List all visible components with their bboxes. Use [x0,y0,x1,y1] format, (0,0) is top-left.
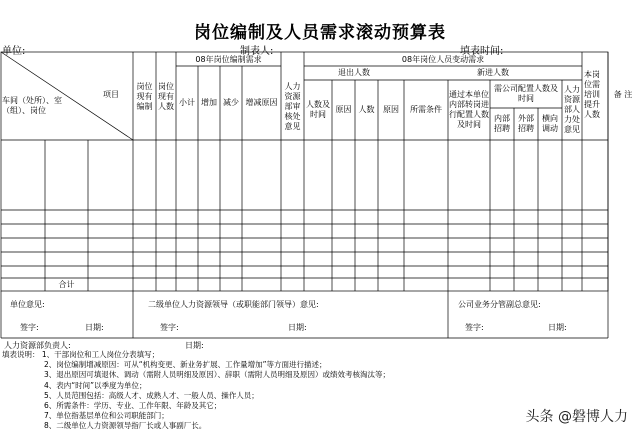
gm-date-label: 日期: [548,323,567,332]
note-line: 填表说明： 1、干部岗位和工人岗位分表填写； [2,350,160,359]
out-group-header: 退出人数 [338,68,370,77]
row-label-header: 车间（处所）、室（组）、岗位 [2,96,62,115]
hr-review-header: 人力资源部审核处意见 [284,82,301,131]
post-current-header: 岗位现有人数 [158,82,174,111]
plan-col-subtotal: 小计 [179,98,195,107]
gm-opinion-label: 公司业务分管副总意见: [458,300,541,309]
out-col-requirements: 所需条件 [410,105,442,114]
in-internal-header: 通过本单位内部转岗进行配置人数及时间 [449,90,489,129]
out-col-reason: 原因 [335,105,352,114]
hr-leader-date-label: 日期: [288,323,307,332]
fill-instructions [2,350,390,432]
unit-date-label: 日期: [85,323,104,332]
plan-col-reason: 增减原因 [245,98,278,107]
remark-header: 备 注 [613,90,633,99]
out-col-count-time: 人数及时间 [306,100,330,119]
out-col-count: 人数 [358,105,375,114]
note-line: 6、所需条件：学历、专业、工作年限、年龄及其它； [44,401,222,411]
maker-field-label: 制表人: [240,46,274,57]
hr-opinion-header: 人力资源部人力处意见 [564,85,580,134]
item-label-header: 项目 [103,90,119,99]
plan-col-decrease: 减少 [223,98,239,107]
total-row-label: 合计 [58,280,75,289]
unit-opinion-label: 单位意见: [10,300,45,309]
unit-field-label: 单位: [2,46,26,57]
company-col-external: 外部招聘 [518,114,534,133]
training-header: 本岗位需培训提升人数 [584,70,600,119]
change-group-header: 08年岗位人员变动需求 [401,54,485,64]
gm-signature-label: 签字: [465,323,484,332]
note-line: 5、人员范围包括：高级人才、成熟人才、一般人员、操作人员； [44,390,259,400]
hr-leader-signature-label: 签字: [160,323,179,332]
company-col-internal: 内部招聘 [494,114,510,133]
company-col-transfer: 横向调动 [542,114,558,133]
in-group-header: 新进人数 [477,68,509,77]
watermark-text: 头条 @磐博人力 [525,409,628,425]
note-line: 2、岗位编制增减原因：可从“机构变更、新业务扩展、工作量增加”等方面进行描述； [44,360,327,370]
note-line: 4、表内“时间”以季度为单位； [44,380,147,390]
post-quota-header: 岗位现有编制 [136,82,153,111]
company-group-header: 需公司配置人数及时间 [494,84,558,103]
hr-leader-opinion-label: 二级单位人力资源领导（或职能部门领导）意见: [148,300,319,309]
hr-head-date-label: 日期: [185,341,204,350]
out-col-reason-2: 原因 [383,105,399,114]
page-title: 岗位编制及人员需求滚动预算表 [194,23,446,43]
plan-group-header: 08年岗位编制需求 [195,54,262,64]
note-line: 7、单位指基层单位和公司职能部门； [44,411,169,421]
hr-head-label: 人力资源部负责人: [4,341,71,350]
date-field-label: 填表时间: [460,46,504,57]
plan-col-increase: 增加 [201,98,217,107]
note-line: 3、退出原因可填退休、调动（需附人员明细及原因）、辞职（需附人员明细及原因）或绩效考核淘汰等； [44,370,391,380]
unit-signature-label: 签字: [20,323,39,332]
note-line: 8、二级单位人力资源领导指厂长或人事副厂长。 [44,421,207,431]
